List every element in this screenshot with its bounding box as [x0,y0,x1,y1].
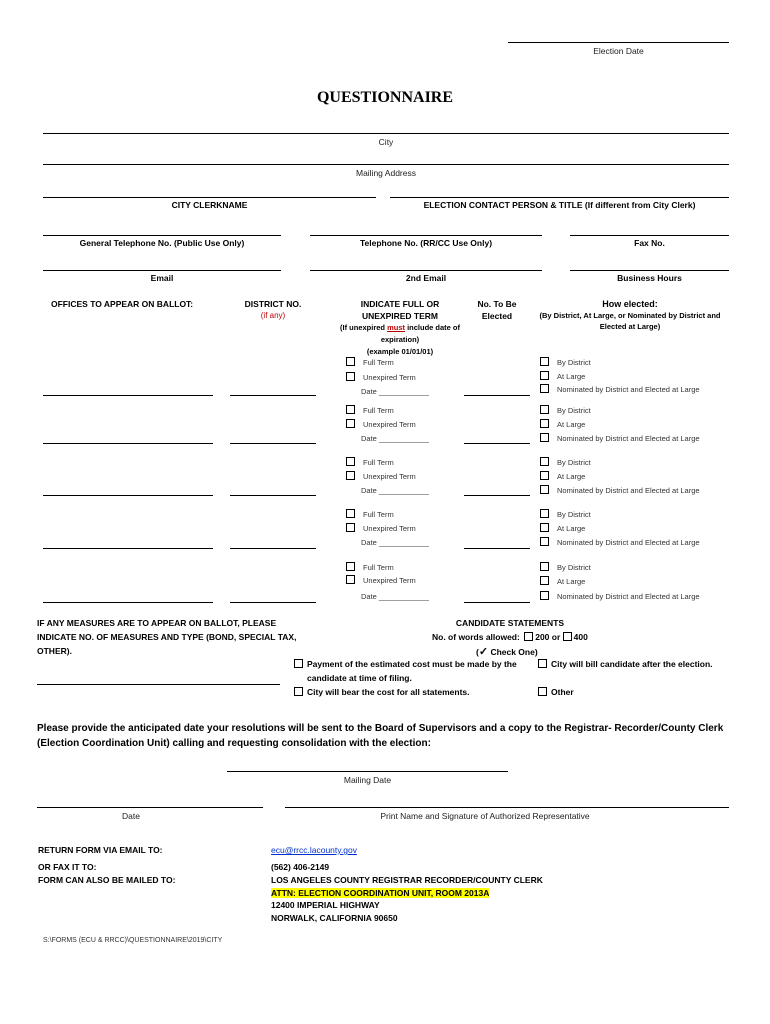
expired-note: (If unexpired must include date of [339,323,461,332]
district-line[interactable] [230,548,316,549]
nominated-checkbox[interactable] [540,591,549,600]
city-clerk-label: CITY CLERKNAME [171,200,248,210]
date-line[interactable] [37,807,263,808]
district-line[interactable] [230,395,316,396]
business-hours-label: Business Hours [617,273,682,283]
indicate-header-1: INDICATE FULL OR [360,299,440,309]
mailing-date-line[interactable] [227,771,508,772]
by-district-option[interactable]: By District [540,357,591,367]
full-term-option[interactable]: Full Term [346,457,394,467]
measures-text-3: OTHER). [37,646,72,656]
general-phone-label: General Telephone No. (Public Use Only) [79,238,245,248]
other-checkbox[interactable] [538,687,547,696]
fax-line[interactable] [570,235,729,236]
address-line-3: 12400 IMPERIAL HIGHWAY [271,900,380,910]
words-allowed: No. of words allowed: 200 or 400 [432,632,588,642]
telephone-rrcc-line[interactable] [310,235,542,236]
at-large-option[interactable]: At Large [540,576,585,586]
expired-example: (example 01/01/01) [366,347,434,356]
district-line[interactable] [230,443,316,444]
other-option[interactable]: Other [538,687,574,697]
fax-label: OR FAX IT TO: [38,862,97,872]
offices-header: OFFICES TO APPEAR ON BALLOT: [51,299,194,309]
full-term-checkbox[interactable] [346,457,355,466]
nominated-checkbox[interactable] [540,433,549,442]
full-term-checkbox[interactable] [346,509,355,518]
date-field[interactable]: Date ____________ [361,538,429,547]
candidate-statements-title: CANDIDATE STATEMENTS [455,618,565,628]
elected-count-line[interactable] [464,602,530,603]
full-term-checkbox[interactable] [346,405,355,414]
nominated-option[interactable]: Nominated by District and Elected at Large [540,384,700,394]
by-district-option[interactable]: By District [540,562,591,572]
date-field[interactable]: Date ____________ [361,387,429,396]
nominated-checkbox[interactable] [540,384,549,393]
page-title: QUESTIONNAIRE [316,89,454,106]
footer-path: S:\FORMS (ECU & RRCC)\QUESTIONNAIRE\2019\CITY [43,937,223,944]
date-field[interactable]: Date ____________ [361,434,429,443]
unexpired-term-option[interactable]: Unexpired Term [346,575,416,585]
by-district-option[interactable]: By District [540,457,591,467]
city-label: City [378,137,394,147]
print-name-label: Print Name and Signature of Authorized Representative [380,811,590,821]
election-contact-label: ELECTION CONTACT PERSON & TITLE (If different from City Clerk) [423,200,696,210]
elected-count-line[interactable] [464,395,530,396]
elected-count-line[interactable] [464,443,530,444]
nominated-checkbox[interactable] [540,485,549,494]
mailing-address-label: Mailing Address [355,168,416,178]
at-large-checkbox[interactable] [540,471,549,480]
election-date-label: Election Date [593,46,644,56]
nominated-option[interactable]: Nominated by District and Elected at Large [540,591,700,601]
telephone-rrcc-label: Telephone No. (RR/CC Use Only) [359,238,493,248]
office-line[interactable] [43,602,213,603]
expired-note-2: expiration) [380,335,420,344]
return-email-label: RETURN FORM VIA EMAIL TO: [38,845,163,855]
by-district-checkbox[interactable] [540,357,549,366]
at-large-option[interactable]: At Large [540,419,585,429]
city-line[interactable] [43,133,729,134]
signature-line[interactable] [285,807,729,808]
full-term-checkbox[interactable] [346,562,355,571]
payment-text-2: candidate at time of filing. [307,673,412,683]
instruction-text: Please provide the anticipated date your resolutions will be sent to the Board of Supervisors and a copy to the Registrar- Recorder/County Clerk (Election Coordination Unit) calling and requesting consolidation with the election: [37,723,724,749]
measures-text-2: INDICATE NO. OF MEASURES AND TYPE (BOND, SPECIAL TAX, [37,632,297,642]
office-line[interactable] [43,548,213,549]
by-district-checkbox[interactable] [540,562,549,571]
unexpired-term-checkbox[interactable] [346,419,355,428]
mailing-address-line[interactable] [43,164,729,165]
nominated-checkbox[interactable] [540,537,549,546]
district-header: DISTRICT NO. [244,299,302,309]
check-one: (✓ Check One) [476,646,538,658]
by-district-option[interactable]: By District [540,509,591,519]
election-contact-line[interactable] [390,197,729,198]
measures-line[interactable] [37,684,280,685]
nominated-option[interactable]: Nominated by District and Elected at Large [540,433,700,443]
city-bill-checkbox[interactable] [538,659,547,668]
date-label: Date [122,811,140,821]
city-bill-option[interactable]: City will bill candidate after the election. [538,659,713,669]
by-district-checkbox[interactable] [540,509,549,518]
unexpired-term-option[interactable]: Unexpired Term [346,419,416,429]
office-line[interactable] [43,443,213,444]
nominated-option[interactable]: Nominated by District and Elected at Large [540,537,700,547]
full-term-option[interactable]: Full Term [346,509,394,519]
unexpired-term-checkbox[interactable] [346,372,355,381]
at-large-option[interactable]: At Large [540,471,585,481]
by-district-checkbox[interactable] [540,457,549,466]
fax-number: (562) 406-2149 [271,862,330,872]
payment-checkbox[interactable] [294,659,303,668]
at-large-checkbox[interactable] [540,419,549,428]
at-large-option[interactable]: At Large [540,371,585,381]
unexpired-term-option[interactable]: Unexpired Term [346,471,416,481]
by-district-option[interactable]: By District [540,405,591,415]
date-field[interactable]: Date ____________ [361,592,429,601]
unexpired-term-option[interactable]: Unexpired Term [346,523,416,533]
district-line[interactable] [230,495,316,496]
email-label: Email [150,273,174,283]
address-line-1: LOS ANGELES COUNTY REGISTRAR RECORDER/COUNTY CLERK [271,875,543,885]
district-if-any: (if any) [260,311,286,320]
city-bear-option[interactable]: City will bear the cost for all statements. [294,687,470,697]
full-term-option[interactable]: Full Term [346,405,394,415]
payment-option[interactable]: Payment of the estimated cost must be made by the [294,659,517,669]
400-words-checkbox[interactable] [563,632,572,641]
unexpired-term-option[interactable]: Unexpired Term [346,372,416,382]
at-large-checkbox[interactable] [540,371,549,380]
email2-line[interactable] [310,270,542,271]
by-district-checkbox[interactable] [540,405,549,414]
email2-label: 2nd Email [405,273,447,283]
mail-label: FORM CAN ALSO BE MAILED TO: [38,875,176,885]
how-elected-note-2: Elected at Large) [599,322,661,331]
unexpired-term-checkbox[interactable] [346,575,355,584]
elected-count-line[interactable] [464,495,530,496]
full-term-option[interactable]: Full Term [346,562,394,572]
office-line[interactable] [43,495,213,496]
at-large-checkbox[interactable] [540,523,549,532]
unexpired-term-checkbox[interactable] [346,471,355,480]
at-large-option[interactable]: At Large [540,523,585,533]
mailing-date-label: Mailing Date [343,775,392,785]
full-term-option[interactable]: Full Term [346,357,394,367]
city-bear-checkbox[interactable] [294,687,303,696]
how-elected-note-1: (By District, At Large, or Nominated by District and [539,311,721,320]
how-elected-header: How elected: [602,299,658,309]
at-large-checkbox[interactable] [540,576,549,585]
general-phone-line[interactable] [43,235,281,236]
fax-label: Fax No. [634,238,665,248]
200-words-checkbox[interactable] [524,632,533,641]
date-field[interactable]: Date ____________ [361,486,429,495]
return-email-link[interactable]: ecu@rrcc.lacounty.gov [271,845,357,855]
elected-count-line[interactable] [464,548,530,549]
address-line-2: ATTN: ELECTION COORDINATION UNIT, ROOM 2013A [271,888,490,898]
checkmark-icon: ✓ [478,646,489,658]
district-line[interactable] [230,602,316,603]
full-term-checkbox[interactable] [346,357,355,366]
election-date-line[interactable] [508,42,729,43]
indicate-header-2: UNEXPIRED TERM [361,311,439,321]
address-line-4: NORWALK, CALIFORNIA 90650 [271,913,398,923]
unexpired-term-checkbox[interactable] [346,523,355,532]
elected-header: Elected [481,311,513,321]
office-line[interactable] [43,395,213,396]
city-clerk-line[interactable] [43,197,376,198]
nominated-option[interactable]: Nominated by District and Elected at Large [540,485,700,495]
measures-text-1: IF ANY MEASURES ARE TO APPEAR ON BALLOT, PLEASE [37,618,277,628]
email-line[interactable] [43,270,281,271]
business-hours-line[interactable] [570,270,729,271]
no-to-be-header: No. To Be [477,299,517,309]
